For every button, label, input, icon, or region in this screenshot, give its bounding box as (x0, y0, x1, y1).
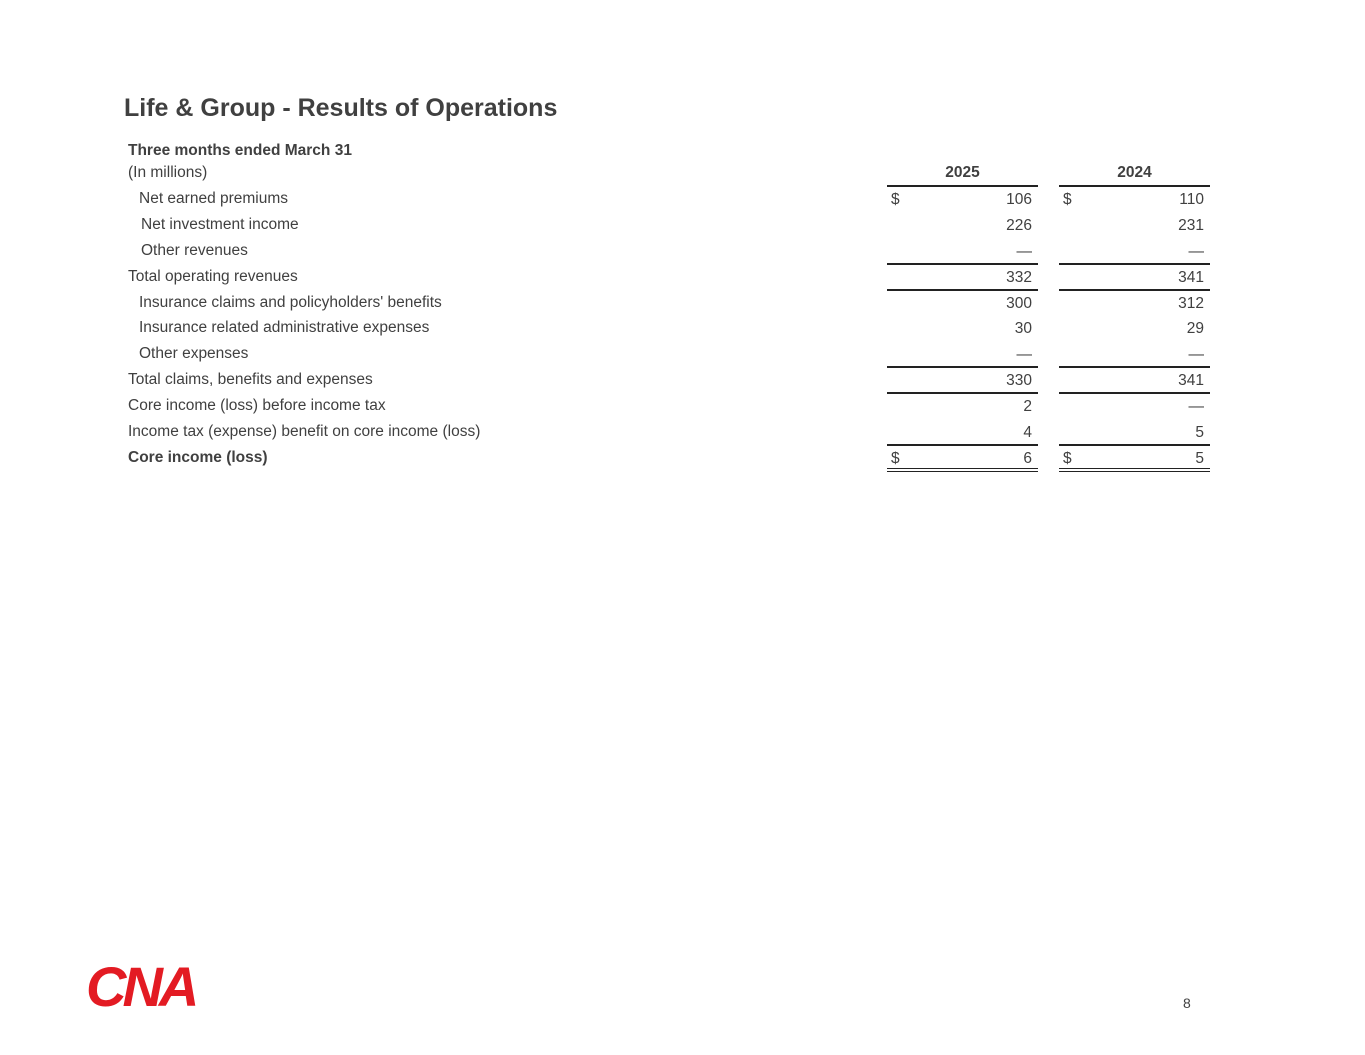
currency-symbol: $ (1063, 191, 1072, 208)
row-label: Other revenues (141, 241, 248, 259)
value-cell (887, 446, 1038, 472)
cell-value: 106 (1006, 191, 1032, 208)
row-label: Net investment income (141, 215, 299, 233)
value-cell (887, 213, 1038, 239)
row-label: Total operating revenues (128, 267, 298, 285)
value-cell (1059, 213, 1210, 239)
value-cell (1059, 368, 1210, 394)
table-row (0, 291, 1365, 317)
table-row (0, 394, 1365, 420)
results-table (0, 187, 1365, 472)
page-title: Life & Group - Results of Operations (124, 94, 558, 122)
cell-value: — (1016, 346, 1032, 364)
value-cell (1059, 291, 1210, 317)
logo-wordmark: CNA (86, 962, 196, 1010)
table-row (0, 213, 1365, 239)
value-cell (1059, 239, 1210, 265)
cell-value: 341 (1178, 268, 1204, 286)
value-cell (887, 239, 1038, 265)
row-label: Insurance claims and policyholders' benefits (139, 293, 442, 311)
cell-value: 30 (1014, 320, 1032, 338)
table-row (0, 342, 1365, 368)
cell-value: 5 (1195, 449, 1204, 467)
value-cell (887, 394, 1038, 420)
cell-value: 300 (1006, 294, 1032, 312)
cell-value: 312 (1178, 294, 1204, 312)
currency-symbol: $ (891, 191, 900, 208)
cell-value: 226 (1006, 216, 1032, 234)
cna-logo (86, 962, 224, 1010)
value-cell (1059, 187, 1210, 213)
value-cell (887, 265, 1038, 291)
value-cell (1059, 316, 1210, 342)
cell-value: 2 (1023, 398, 1032, 416)
cell-value: — (1188, 398, 1204, 416)
value-cell (1059, 265, 1210, 291)
row-label: Core income (loss) (128, 448, 268, 466)
cell-value: 332 (1006, 268, 1032, 286)
value-cell (887, 420, 1038, 446)
value-cell (887, 291, 1038, 317)
cell-value: 341 (1178, 372, 1204, 390)
value-cell (887, 316, 1038, 342)
cell-value: 29 (1186, 320, 1204, 338)
currency-symbol: $ (1063, 449, 1072, 467)
cell-value: 231 (1178, 216, 1204, 234)
table-row (0, 265, 1365, 291)
row-label: Insurance related administrative expenses (139, 319, 430, 337)
cell-value: 6 (1023, 449, 1032, 467)
period-label: Three months ended March 31 (128, 142, 352, 159)
row-label: Core income (loss) before income tax (128, 397, 386, 415)
units-label: (In millions) (128, 164, 208, 181)
table-row (0, 187, 1365, 213)
value-cell (1059, 394, 1210, 420)
cell-value: — (1188, 242, 1204, 260)
column-header-2024: 2024 (1117, 164, 1152, 181)
value-cell (887, 342, 1038, 368)
cell-value: 110 (1179, 191, 1204, 208)
row-label: Income tax (expense) benefit on core income (loss) (128, 423, 481, 441)
cell-value: 330 (1006, 372, 1032, 390)
value-cell (1059, 446, 1210, 472)
row-label: Other expenses (139, 345, 249, 363)
table-row (0, 368, 1365, 394)
page-number: 8 (1183, 995, 1191, 1011)
currency-symbol: $ (891, 449, 900, 467)
value-cell (887, 187, 1038, 213)
value-cell (1059, 342, 1210, 368)
cell-value: 4 (1023, 424, 1032, 442)
table-row (0, 316, 1365, 342)
cell-value: 5 (1195, 424, 1204, 442)
row-label: Net earned premiums (139, 190, 289, 207)
table-row (0, 446, 1365, 472)
table-row (0, 420, 1365, 446)
cell-value: — (1188, 346, 1204, 364)
table-row (0, 239, 1365, 265)
value-cell (1059, 420, 1210, 446)
column-header-2025: 2025 (945, 164, 980, 181)
value-cell (887, 368, 1038, 394)
cell-value: — (1016, 242, 1032, 260)
row-label: Total claims, benefits and expenses (128, 371, 373, 389)
